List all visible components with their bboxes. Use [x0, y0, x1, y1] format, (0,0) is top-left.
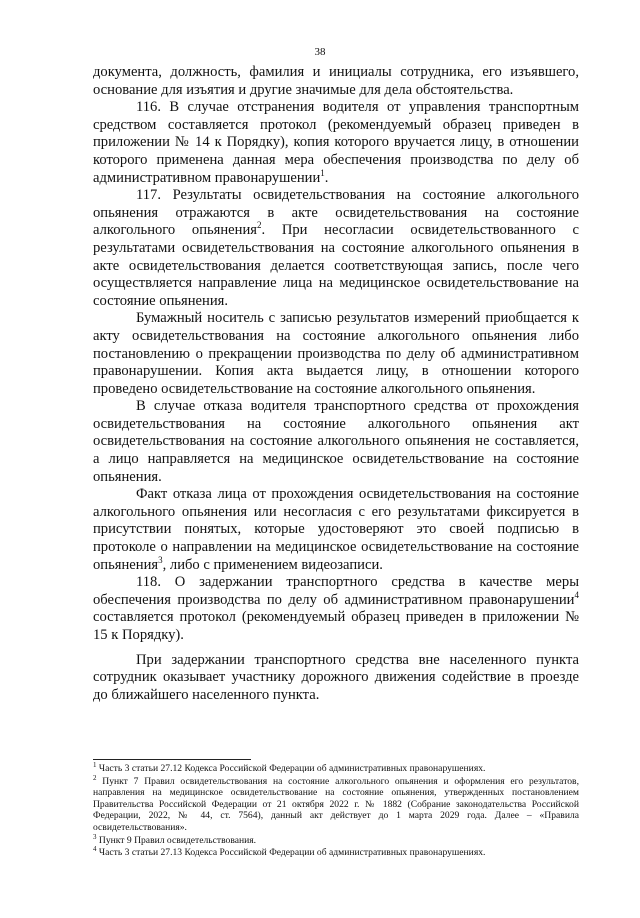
footnote-1: $^1$ Часть 3 статьи 27.12 Кодекса Российской Федерации об административных правонарушениях.: [93, 760, 486, 774]
paragraph-117: 117. Результаты освидетельствования на состояние алкогольного опьянения отражаются в акте освидетельствования на состояние алкогольного опьянения$^2$. При несогласии освидетельствованного с результатами освидетельствования на состояние алкогольного опьянения в акте освидетельствования делается соответствующая запись, после чего осуществляется направление лица на медицинское освидетельствование на состояние опьянения.: [93, 187, 579, 309]
footnote-ref-1: 1: [320, 167, 325, 178]
paragraph-continuation: документа, должность, фамилия и инициалы сотрудника, его изъявшего, основание для изъятия и другие значимые для дела обстоятельства.: [93, 64, 579, 98]
footnote-3: $^3$ Пункт 9 Правил освидетельствования.: [93, 832, 257, 846]
paragraph-118-outside-settlement: При задержании транспортного средства вне населенного пункта сотрудник оказывает участнику дорожного движения содействие в проезде до ближайшего населенного пункта.: [93, 651, 579, 703]
body-text: [93, 64, 579, 704]
paragraph-118: 118. О задержании транспортного средства в качестве меры обеспечения производства по делу об административном правонарушении$^4$ составляется протокол (рекомендуемый образец приведен в приложении № 15 к Порядку).: [93, 574, 579, 643]
footnote-2: $^2$ Пункт 7 Правил освидетельствования на состояние алкогольного опьянения и оформления его результатов, направления на медицинское освидетельствование на состояние опьянения, утвержденных постановлением Правительства Российской Федерации от 21 октября 2022 г. № 1882 (Собрание законодательства Российской Федерации, 2022, № 44, ст. 7564), данный акт действует до 1 марта 2029 года. Далее – «Правила освидетельствования».: [93, 773, 579, 833]
page-number: 38: [314, 46, 326, 58]
footnote-ref-4: 4: [574, 589, 579, 600]
footnote-ref-2: 2: [257, 220, 262, 231]
paragraph-116: 116. В случае отстранения водителя от управления транспортным средством составляется протокол (рекомендуемый образец приведен в приложении № 14 к Порядку), копия которого вручается лицу, в отношении которого применена данная мера обеспечения производства по делу об административном правонарушении$^1$.: [93, 99, 579, 186]
footnote-4: $^4$ Часть 3 статьи 27.13 Кодекса Российской Федерации об административных правонарушениях.: [93, 844, 486, 859]
footnote-ref-3: 3: [158, 554, 163, 565]
footnote-separator: [93, 759, 251, 760]
footnotes: [93, 760, 579, 860]
paragraph-117-refusal: В случае отказа водителя транспортного средства от прохождения освидетельствования на состояние алкогольного опьянения акт освидетельствования на состояние алкогольного опьянения не составляется, а лицо направляется на медицинское освидетельствование на состояние опьянения.: [93, 398, 579, 485]
paragraph-117-refusal-fact: Факт отказа лица от прохождения освидетельствования на состояние алкогольного опьянения или несогласия с его результатами фиксируется в присутствии понятых, которые удостоверяют это своей подписью в протоколе о направлении на медицинское освидетельствование на состояние опьянения$^3$, либо с применением видеозаписи.: [93, 486, 579, 573]
paragraph-117-paper-record: Бумажный носитель с записью результатов измерений приобщается к акту освидетельствования на состояние алкогольного опьянения либо постановлению о прекращении производства по делу об административном правонарушении. Копия акта выдается лицу, в отношении которого проведено освидетельствование на состояние алкогольного опьянения.: [93, 310, 579, 397]
